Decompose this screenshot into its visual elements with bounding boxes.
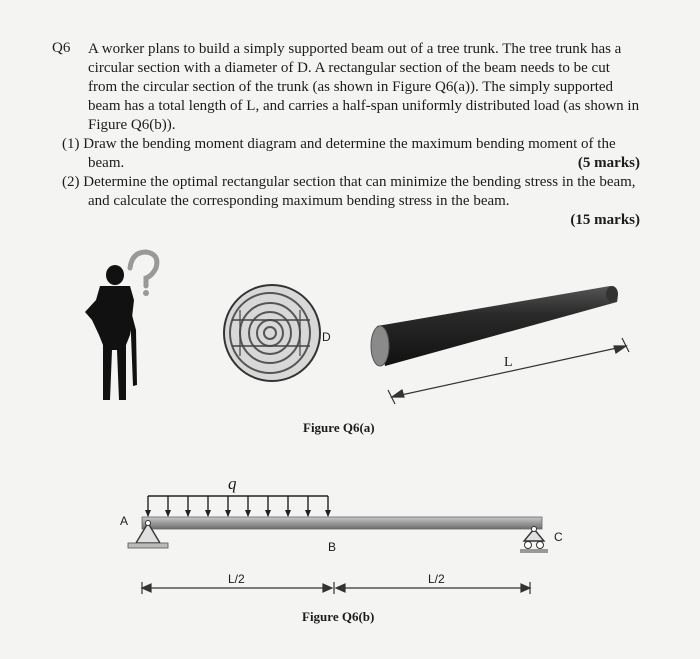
figure-a-caption: Figure Q6(a) bbox=[303, 420, 375, 435]
support-c-label: C bbox=[554, 530, 563, 544]
udl-load bbox=[148, 496, 328, 516]
diameter-label: D bbox=[322, 330, 331, 344]
figure-b-caption: Figure Q6(b) bbox=[302, 609, 375, 624]
simply-supported-beam bbox=[142, 517, 542, 529]
part-1-marks: (5 marks) bbox=[577, 155, 640, 171]
question-intro: A worker plans to build a simply supported beam out of a tree trunk. The tree trunk has a circular section with a diameter of D. A rectangular section of the beam needs to be cut from the circular section of the trunk (as shown in Figure Q6(a)). The simply supported beam has a total length of L, and carries a half-span uniformly distributed load (as shown in Figure Q6(b)). bbox=[88, 41, 640, 133]
question-part-1: (1) Draw the bending moment diagram and determine the maximum bending moment of the beam. bbox=[62, 136, 616, 171]
tree-log bbox=[371, 286, 618, 366]
right-half-span-label: L/2 bbox=[428, 572, 445, 586]
udl-arrowheads bbox=[145, 510, 331, 517]
question-part-2: (2) Determine the optimal rectangular section that can minimize the bending stress in the beam, and calculate the corresponding maximum bending stress in the beam. bbox=[62, 174, 636, 209]
worker-silhouette-icon bbox=[85, 265, 137, 400]
support-a-label: A bbox=[120, 514, 129, 528]
question-mark-icon bbox=[130, 252, 157, 296]
trunk-cross-section bbox=[224, 285, 320, 381]
load-intensity-label: q bbox=[228, 474, 237, 493]
span-dimension-arrows bbox=[142, 582, 530, 594]
question-number: Q6 bbox=[52, 40, 71, 56]
length-label: L bbox=[504, 355, 513, 370]
point-b-label: B bbox=[328, 540, 337, 554]
roller-support-icon bbox=[520, 527, 548, 554]
left-half-span-label: L/2 bbox=[228, 572, 245, 586]
total-marks: (15 marks) bbox=[570, 212, 640, 228]
